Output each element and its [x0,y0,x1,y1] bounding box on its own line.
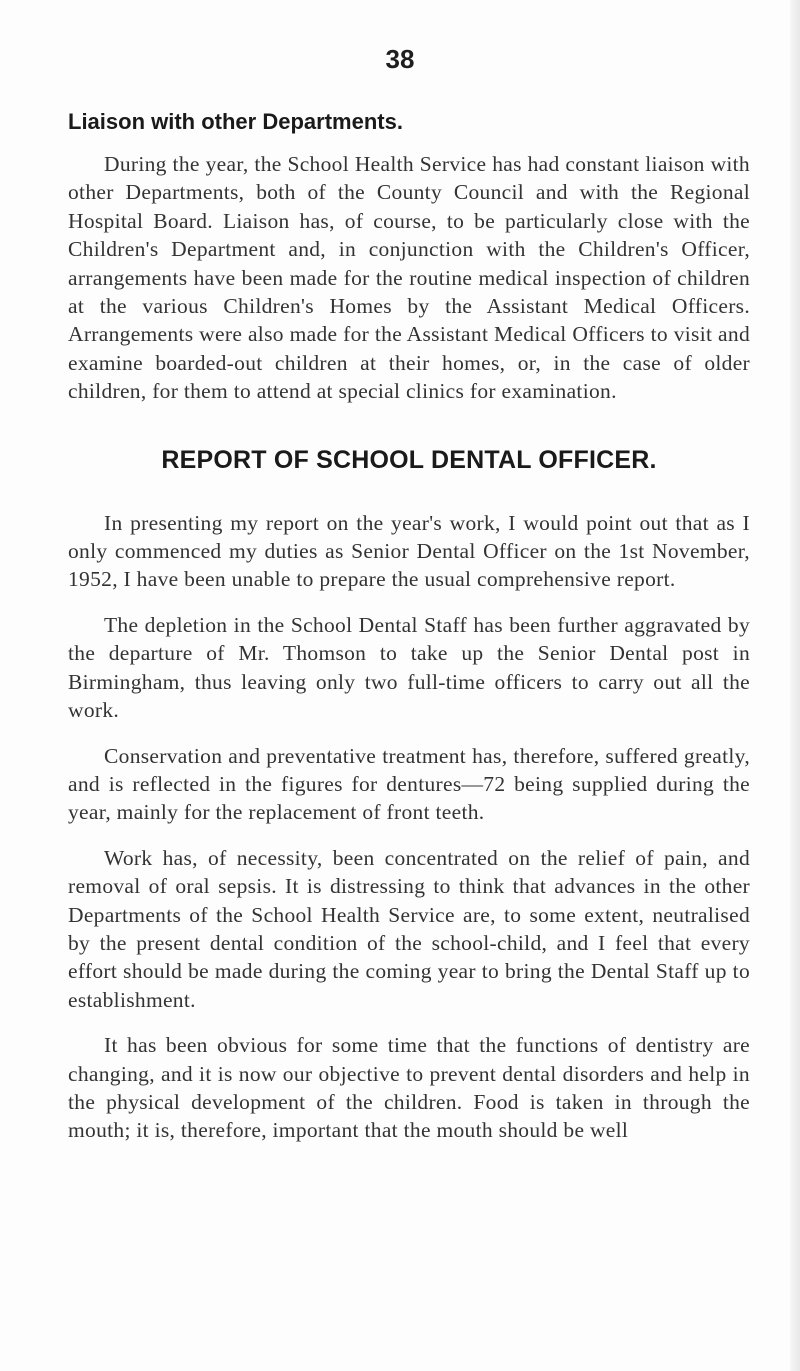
report-paragraph-1: In presenting my report on the year's work, I would point out that as I only commenced my duties as Senior Dental Officer on the 1st November, 1952, I have been unable to prepare the usual comprehensive report. [68,510,750,592]
page-number: 38 [385,44,415,74]
liaison-heading: Liaison with other Departments. [68,109,403,134]
page-edge-shadow [790,0,800,1371]
report-paragraph-5: It has been obvious for some time that the functions of dentistry are changing, and it is now our objective to prevent dental disorders and help in the physical development of the children. Food is taken in through the mouth; it is, therefore, important that the mouth should be well [68,1033,750,1143]
report-paragraph-3: Conservation and preventative treatment has, therefore, suffered greatly, and is reflected in the figures for dentures—72 being supplied during the year, mainly for the replacement of front teeth. [68,743,750,825]
report-paragraph-4: Work has, of necessity, been concentrated on the relief of pain, and removal of oral sepsis. It is distressing to think that advances in the other Departments of the School Health Service are, to some extent, neutralised by the present dental condition of the school-child, and I feel that every effort should be made during the coming year to bring the Dental Staff up to establishment. [68,845,750,1012]
page-content [68,108,750,1145]
report-heading: REPORT OF SCHOOL DENTAL OFFICER. [161,445,657,474]
liaison-paragraph: During the year, the School Health Service has had constant liaison with other Departments, both of the County Council and with the Regional Hospital Board. Liaison has, of course, to be particularly close with the Children's Department and, in conjunction with the Children's Officer, arrangements have been made for the routine medical inspection of children at the various Children's Homes by the Assistant Medical Officers. Arrangements were also made for the Assistant Medical Officers to visit and examine boarded-out children at their homes, or, in the case of older children, for them to attend at special clinics for examination. [68,152,750,404]
report-paragraph-2: The depletion in the School Dental Staff has been further aggravated by the departure of Mr. Thomson to take up the Senior Dental post in Birmingham, thus leaving only two full-time officers to carry out all the work. [68,612,750,723]
